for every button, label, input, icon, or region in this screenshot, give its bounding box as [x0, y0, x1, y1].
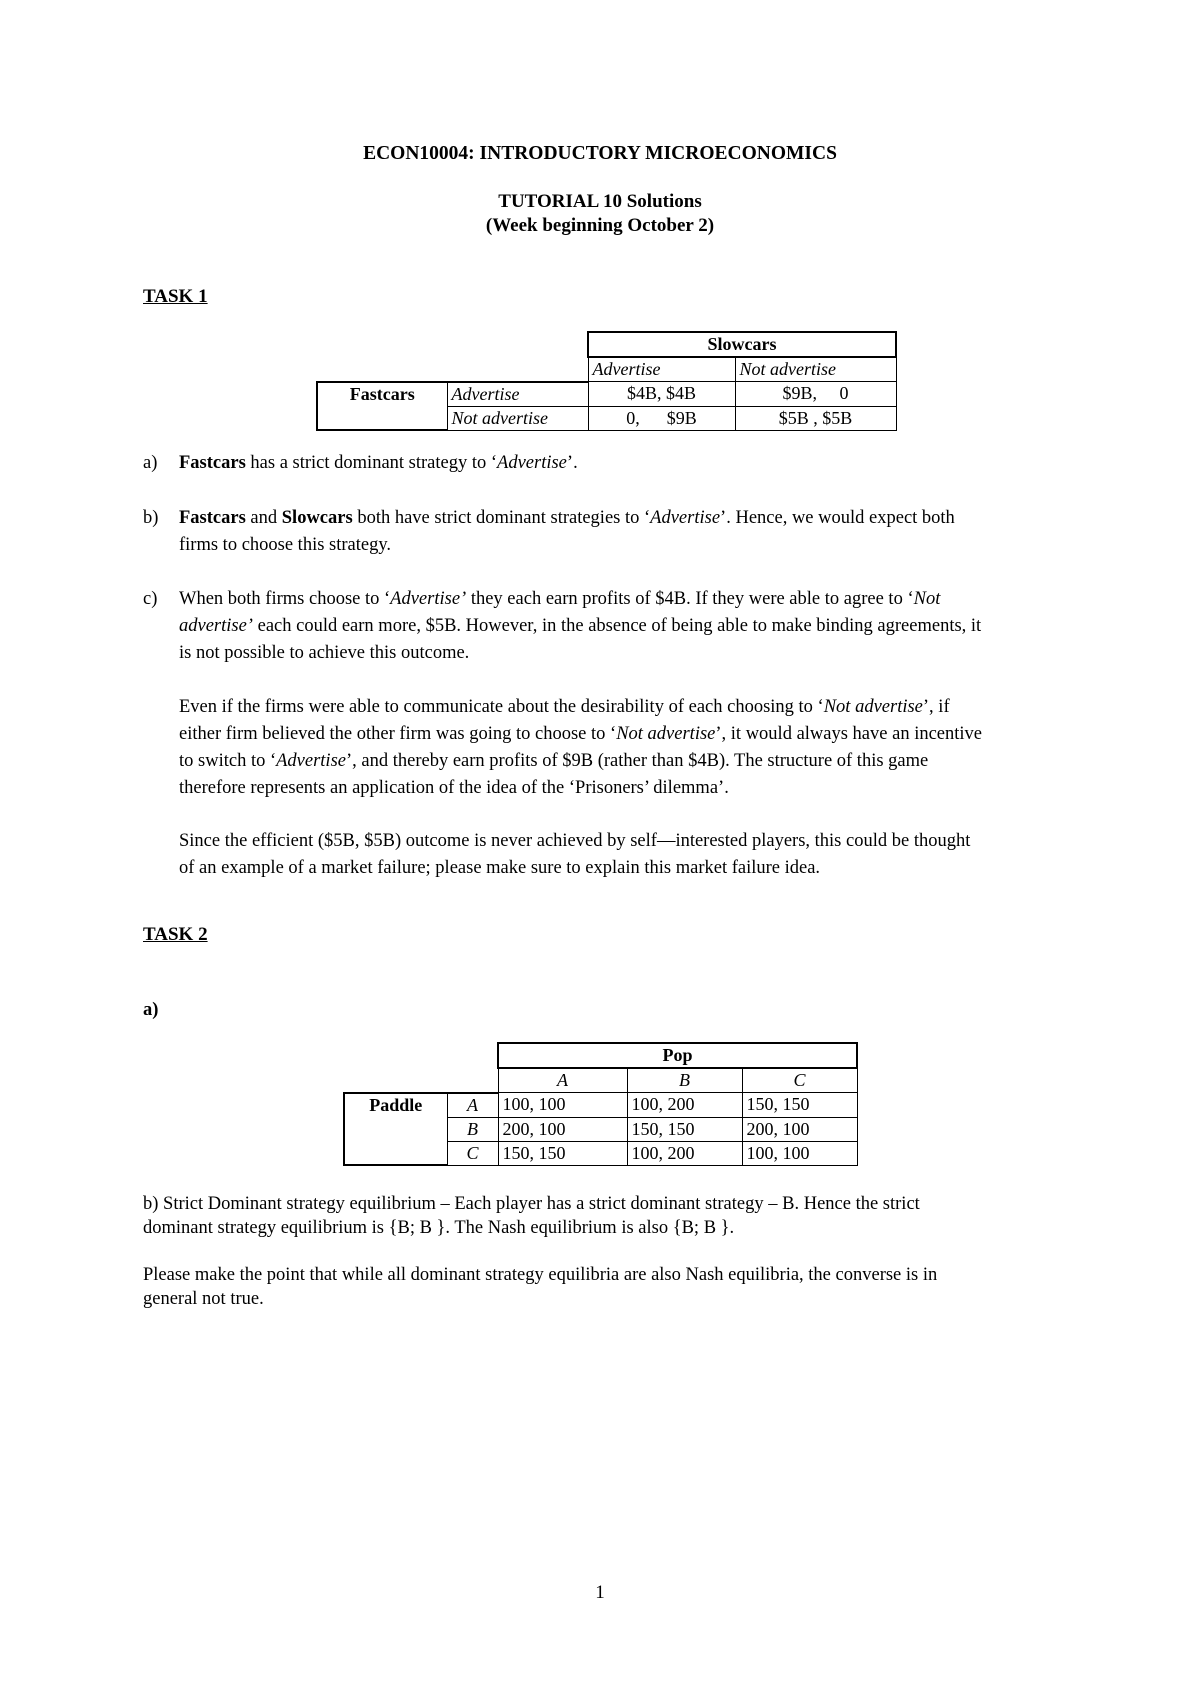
week-subtitle: (Week beginning October 2)	[485, 215, 715, 236]
col-strategy-not-advertise: Not advertise	[735, 357, 896, 382]
payoff-cell: 150, 150	[498, 1141, 627, 1165]
payoff-cell: 100, 200	[627, 1141, 742, 1165]
row-strategy-advertise: Advertise	[447, 382, 588, 407]
payoff-cell: 200, 100	[498, 1117, 627, 1141]
task2-answer-b: b) Strict Dominant strategy equilibrium – Each player has a strict dominant strategy – B. Hence the strict dominant strategy equilibrium is {B; B }. The Nash equilibrium is also {B; B }.	[143, 1194, 920, 1238]
payoff-cell: $4B, $4B	[588, 382, 735, 407]
col-strategy-a: A	[498, 1068, 627, 1093]
col-player-pop: Pop	[498, 1043, 857, 1068]
task1-answer-c-para3: Since the efficient ($5B, $5B) outcome is never achieved by self—interested players, this could be thought of an example of a market failure; please make sure to explain this market failure idea.	[179, 831, 971, 878]
tutorial-title: TUTORIAL 10 Solutions	[498, 191, 702, 212]
row-strategy-c: C	[447, 1141, 498, 1165]
task1-heading: TASK 1	[143, 286, 208, 307]
row-strategy-b: B	[447, 1117, 498, 1141]
col-strategy-advertise: Advertise	[588, 357, 735, 382]
payoff-cell: $5B , $5B	[735, 406, 896, 430]
payoff-cell: 0, $9B	[588, 406, 735, 430]
payoff-cell: 200, 100	[742, 1117, 857, 1141]
row-player-paddle: Paddle	[344, 1093, 447, 1118]
row-strategy-not-advertise: Not advertise	[447, 406, 588, 430]
page-number: 1	[595, 1582, 605, 1603]
payoff-cell: 150, 150	[627, 1117, 742, 1141]
payoff-cell: 150, 150	[742, 1093, 857, 1118]
task1-answer-c-para2: Even if the firms were able to communicate about the desirability of each choosing to ‘Not advertise’, if either firm believed the other firm was going to choose to ‘Not advertise’, it would always have an incentive to switch to ‘Advertise’, and thereby earn profits of $9B (rather than $4B). The structure of this game therefore represents an application of the idea of the ‘Prisoners’ dilemma’.	[179, 697, 982, 798]
col-player-slowcars: Slowcars	[588, 332, 896, 357]
payoff-cell: 100, 200	[627, 1093, 742, 1118]
payoff-cell: 100, 100	[742, 1141, 857, 1165]
course-title: ECON10004: INTRODUCTORY MICROECONOMICS	[363, 143, 837, 164]
task1-payoff-table	[316, 331, 897, 431]
task2-heading: TASK 2	[143, 924, 208, 945]
document-page: ECON10004: INTRODUCTORY MICROECONOMICS TUTORIAL 10 Solutions (Week beginning October 2) TASK 1 Slowcars Advertise Not advertise Fastcars Advertise $4B, $4B $9B, 0 Not advertise 0, $9B $5B , $5B a) Fastcars has a strict dominant strategy to ‘Advertise’. b) Fastcars and Slowcars both have strict dominant strategies to ‘Advertise’. Hence, we would expect both firms to choose this strategy. c) When both firms choose to ‘Advertise’ they each earn profits of $4B. If they were able to agree to ‘Not advertise’ each could earn more, $5B. However, in the absence of being able to make binding agreements, it is not possible to achieve this outcome. Even if the firms were able to communicate about the desirability of each choosing to ‘Not advertise’, if either firm believed the other firm was going to choose to ‘Not advertise’, it would always have an incentive to switch to ‘Advertise’, and thereby earn profits of $9B (rather than $4B). The structure of this game therefore represents an application of the idea of the ‘Prisoners’ dilemma’. Since the efficient ($5B, $5B) outcome is never achieved by self—interested players, this could be thought of an example of a market failure; please make sure to explain this market failure idea. TASK 2 a) Pop A B C Paddle A 100, 100 100, 200 150, 150 B 200, 100 150, 150 200, 100 C 150, 150 100, 200 100, 100 b) Strict Dominant strategy equilibrium – Each player has a strict dominant strategy – B. Hence the strict dominant strategy equilibrium is {B; B }. The Nash equilibrium is also {B; B }. Please make the point that while all dominant strategy equilibria are also Nash equilibria, the converse is in general not true. 1	[0, 0, 1200, 1696]
col-strategy-b: B	[627, 1068, 742, 1093]
payoff-cell: $9B, 0	[735, 382, 896, 407]
row-player-fastcars: Fastcars	[317, 382, 447, 407]
task2-part-a-label: a)	[143, 1000, 159, 1020]
task2-note: Please make the point that while all dominant strategy equilibria are also Nash equilibria, the converse is in general not true.	[143, 1265, 938, 1309]
task2-payoff-table	[343, 1042, 858, 1166]
col-strategy-c: C	[742, 1068, 857, 1093]
payoff-cell: 100, 100	[498, 1093, 627, 1118]
row-strategy-a: A	[447, 1093, 498, 1118]
